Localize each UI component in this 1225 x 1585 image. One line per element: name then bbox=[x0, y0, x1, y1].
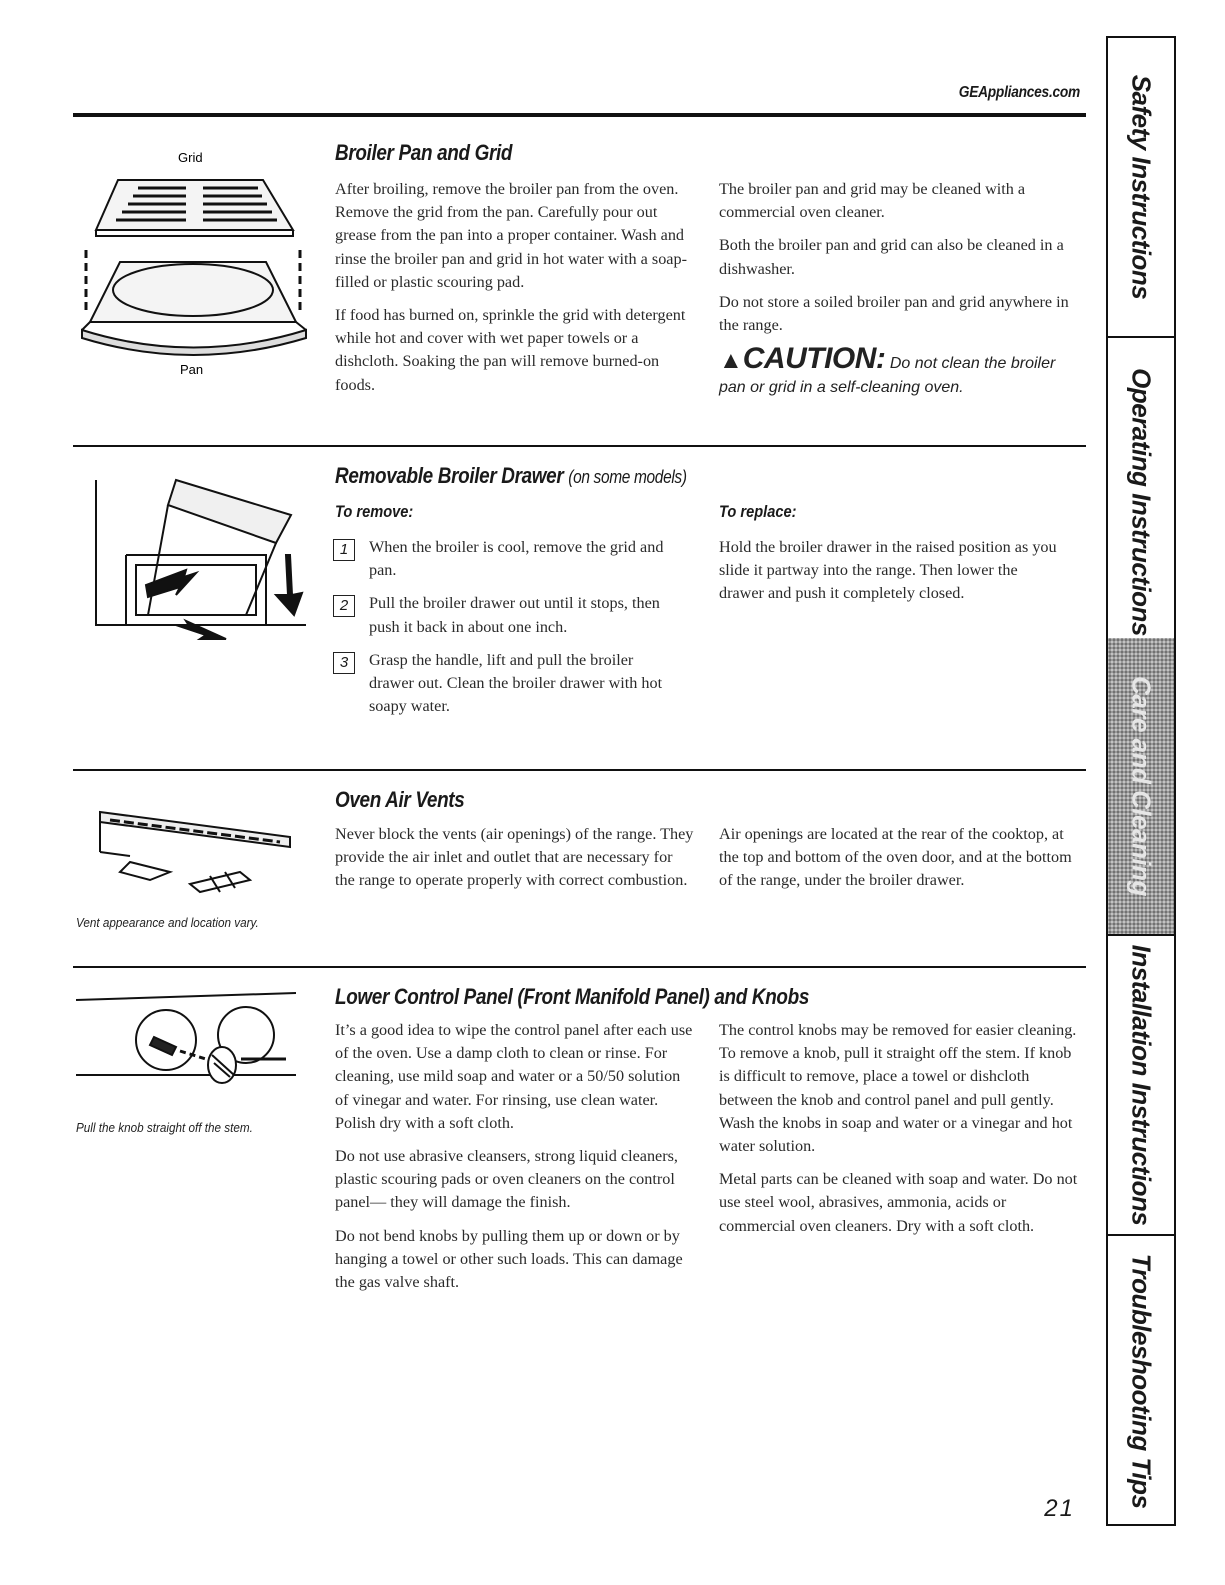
step-text: Grasp the handle, lift and pull the broiler drawer out. Clean the broiler drawer with hot soapy water. bbox=[369, 650, 663, 716]
tab-safety-instructions[interactable] bbox=[1108, 38, 1174, 338]
step-text: Pull the broiler drawer out until it stops, then push it back in about one inch. bbox=[369, 594, 660, 636]
air-vents-col2 bbox=[719, 823, 1079, 903]
section-divider bbox=[73, 769, 1086, 771]
knob-caption: Pull the knob straight off the stem. bbox=[76, 1120, 253, 1135]
air-vents-col1 bbox=[335, 823, 695, 903]
to-remove-heading: To remove: bbox=[335, 502, 414, 521]
broiler-pan-col1 bbox=[335, 178, 695, 407]
header-rule bbox=[73, 113, 1086, 117]
to-replace-heading: To replace: bbox=[719, 502, 797, 521]
step-text: When the broiler is cool, remove the grid and pan. bbox=[369, 538, 664, 580]
caution-notice bbox=[719, 342, 1079, 400]
paragraph: Do not use abrasive cleansers, strong liquid cleaners, plastic scouring pads or oven cleaners on the control panel— they will damage the finish. bbox=[335, 1147, 678, 1212]
broiler-pan-grid-illustration bbox=[78, 140, 313, 380]
control-panel-col2 bbox=[719, 1019, 1079, 1248]
step-item bbox=[333, 536, 678, 582]
paragraph: The control knobs may be removed for easier cleaning. To remove a knob, pull it straight off the stem. If knob is difficult to remove, place a towel or dishcloth between the knob and control panel and pull gently. Wash the knobs in soap and water or a vinegar and hot water solution. bbox=[719, 1021, 1077, 1156]
tab-label: Care and Cleaning bbox=[1126, 676, 1157, 896]
step-number: 2 bbox=[333, 595, 355, 617]
grid-label: Grid bbox=[178, 150, 203, 165]
replace-text bbox=[719, 536, 1064, 616]
vent-caption: Vent appearance and location vary. bbox=[76, 915, 259, 930]
step-number: 3 bbox=[333, 652, 355, 674]
broiler-pan-title: Broiler Pan and Grid bbox=[335, 140, 513, 165]
caution-word: CAUTION: bbox=[742, 342, 886, 376]
section-tabs bbox=[1106, 36, 1176, 1526]
paragraph: Air openings are located at the rear of the cooktop, at the top and bottom of the oven door, and at the bottom of the range, under the broiler drawer. bbox=[719, 825, 1072, 890]
tab-care-and-cleaning[interactable] bbox=[1108, 638, 1174, 936]
air-vents-illustration bbox=[90, 792, 300, 912]
tab-label: Installation Instructions bbox=[1126, 944, 1157, 1226]
tab-label: Safety Instructions bbox=[1126, 74, 1157, 300]
tab-label: Operating Instructions bbox=[1126, 368, 1157, 636]
broiler-drawer-illustration bbox=[76, 465, 316, 645]
pan-label: Pan bbox=[180, 362, 204, 377]
step-item bbox=[333, 592, 678, 638]
warning-icon: ▲ bbox=[719, 347, 743, 375]
step-number: 1 bbox=[333, 539, 355, 561]
paragraph: Metal parts can be cleaned with soap and water. Do not use steel wool, abrasives, ammonia, acids or commercial oven cleaners. Dry with a soft cloth. bbox=[719, 1170, 1078, 1235]
tab-installation-instructions[interactable] bbox=[1108, 936, 1174, 1236]
section-divider bbox=[73, 445, 1086, 447]
step-item bbox=[333, 649, 678, 719]
broiler-pan-col2 bbox=[719, 178, 1079, 400]
paragraph: Hold the broiler drawer in the raised position as you slide it partway into the range. Then lower the drawer and push it completely closed. bbox=[719, 538, 1057, 603]
control-panel-col1 bbox=[335, 1019, 695, 1304]
site-url: GEAppliances.com bbox=[958, 84, 1080, 101]
paragraph: Both the broiler pan and grid can also be cleaned in a dishwasher. bbox=[719, 236, 1064, 278]
tab-label: Troubleshooting Tips bbox=[1126, 1253, 1157, 1509]
control-panel-title: Lower Control Panel (Front Manifold Panel) and Knobs bbox=[335, 984, 810, 1009]
air-vents-title: Oven Air Vents bbox=[335, 787, 465, 812]
paragraph: Never block the vents (air openings) of the range. They provide the air inlet and outlet that are necessary for the range to operate properly with correct combustion. bbox=[335, 825, 694, 890]
broiler-drawer-title-text: Removable Broiler Drawer bbox=[335, 463, 564, 488]
paragraph: After broiling, remove the broiler pan from the oven. Remove the grid from the pan. Carefully pour out grease from the pan into a proper container. Wash and rinse the broiler pan and grid in hot water with a soap-filled or plastic scouring pad. bbox=[335, 180, 687, 291]
section-divider bbox=[73, 966, 1086, 968]
tab-operating-instructions[interactable] bbox=[1108, 338, 1174, 668]
paragraph: The broiler pan and grid may be cleaned with a commercial oven cleaner. bbox=[719, 180, 1026, 222]
caution-text: Do not clean the broiler pan or grid in a self-cleaning oven. bbox=[719, 355, 1056, 397]
broiler-drawer-title-note: (on some models) bbox=[568, 467, 687, 487]
control-knob-illustration bbox=[76, 985, 296, 1095]
remove-steps bbox=[333, 536, 678, 728]
paragraph: If food has burned on, sprinkle the grid with detergent while hot and cover with wet paper towels or a dishcloth. Soaking the pan will remove burned-on foods. bbox=[335, 306, 686, 394]
paragraph: It’s a good idea to wipe the control panel after each use of the oven. Use a damp cloth to clean or rinse. For cleaning, use mild soap and water or a 50/50 solution of vinegar and water. For rinsing, use clean water. Polish dry with a soft cloth. bbox=[335, 1021, 693, 1132]
page-number: 21 bbox=[1044, 1495, 1075, 1522]
broiler-drawer-title bbox=[335, 463, 687, 489]
paragraph: Do not store a soiled broiler pan and grid anywhere in the range. bbox=[719, 292, 1069, 335]
paragraph: Do not bend knobs by pulling them up or down or by hanging a towel or other such loads. This can damage the gas valve shaft. bbox=[335, 1226, 683, 1292]
tab-troubleshooting-tips[interactable] bbox=[1108, 1236, 1174, 1526]
